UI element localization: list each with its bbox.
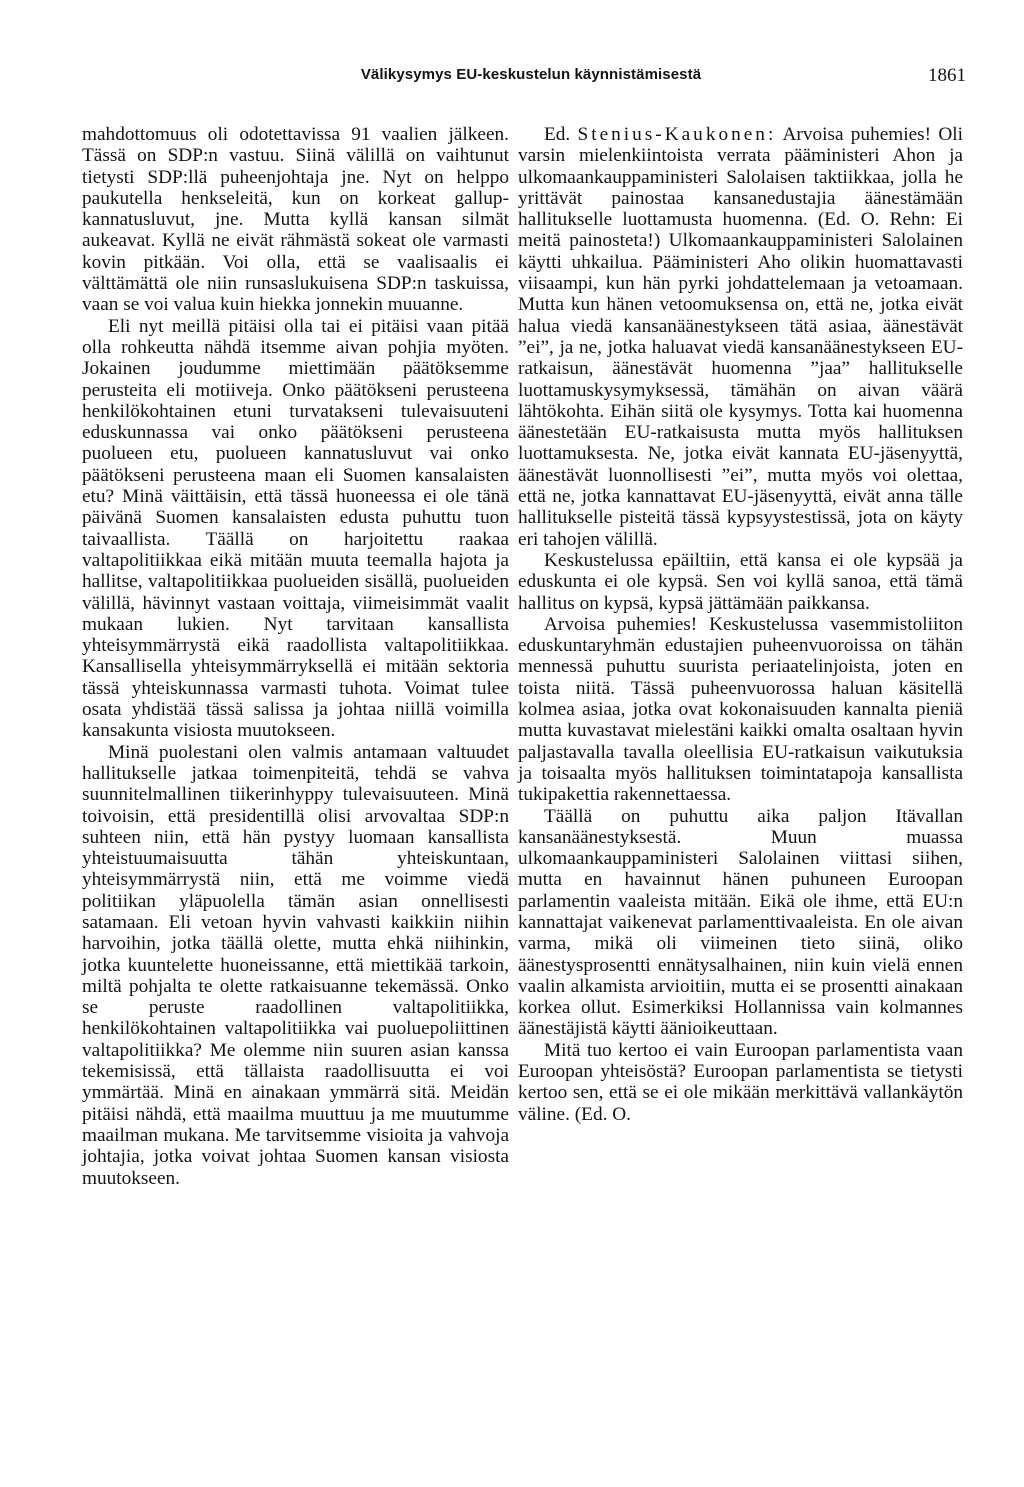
- left-column: [82, 124, 509, 1189]
- paragraph: mahdottomuus oli odotettavissa 91 vaalien jälkeen. Tässä on SDP:n vastuu. Siinä välillä on vaihtunut tietysti SDP:llä puheenjohtaja jne. Nyt on helppo paukutella henkseleitä, kun on korkeat gallup-kannatusluvut, jne. Mutta kyllä kansan silmät aukeavat. Kyllä ne eivät rähmästä sokeat ole varmasti kovin pitkään. Voi olla, että se vaalisaalis ei välttämättä ole niin runsaslukuisena SDP:n taskuissa, vaan se voi valua kuin hiekka jonnekin muuanne.: [82, 124, 509, 316]
- paragraph: Minä puolestani olen valmis antamaan valtuudet hallitukselle jatkaa toimenpiteitä, tehdä se vahva suunnitelmallinen tiikerinhyppy tulevaisuuteen. Minä toivoisin, että presidentillä olisi arvovaltaa SDP:n suhteen niin, että hän pystyy luomaan kansallista yhteistuumaisuutta tähän yhteiskuntaan, yhteisymmärrystä niin, että me voimme viedä politiikan yläpuolella tämän asian onnellisesti satamaan. Eli vetoan hyvin vahvasti kaikkiin niihin harvoihin, jotka täällä olette, mutta ehkä niihinkin, jotka kuuntelette huoneissanne, että miettikää tarkoin, miltä pohjalta te olette ratkaisuanne tekemässä. Onko se peruste raadollinen valtapolitiikka, henkilökohtainen valtapolitiikka vai puoluepoliittinen valtapolitiikka? Me olemme niin suuren asian kanssa tekemisissä, että tällaista raadollisuutta ei voi ymmärtää. Minä en ainakaan ymmärrä sitä. Meidän pitäisi nähdä, että maailma muuttuu ja me muutumme maailman mukana. Me tarvitsemme visioita ja vahvoja johtajia, jotka voivat johtaa Suomen kansan visiosta muutokseen.: [82, 741, 509, 1189]
- paragraph: Arvoisa puhemies! Keskustelussa vasemmistoliiton eduskuntaryhmän edustajien puheenvuoroissa on tähän mennessä puhuttu suurista periaatelinjoista, joten en toista niitä. Tässä puheenvuorossa haluan käsitellä kolmea asiaa, jotka ovat kokonaisuuden kannalta pieniä mutta kuvastavat mielestäni kaikki omalta osaltaan hyvin paljastavalla tavalla oleellisia EU-ratkaisun vaikutuksia ja toisaalta myös hallituksen toimintatapoja kansallista tukipakettia rakennettaessa.: [518, 613, 963, 806]
- running-title: Välikysymys EU-keskustelun käynnistämisestä: [360, 66, 702, 83]
- speech-opening-paragraph: [518, 124, 963, 550]
- speech-text: Arvoisa puhemies! Oli varsin mielenkiintoista verrata pääministeri Ahon ja ulkomaankauppaministeri Salolaisen taktiikkaa, jolla he yrittävät painostaa kansanedustajia äänestämään hallitukselle luottamusta huomenna. (Ed. O. Rehn: Ei meitä painosteta!) Ulkomaankauppaministeri Salolainen käytti uhkailua. Pääministeri Aho olikin huomattavasti viisaampi, kun hän pyrki johdattelemaan ja vetoamaan. Mutta kun hänen vetoomuksensa on, että ne, jotka eivät halua viedä kansanäänestykseen tätä asiaa, äänestävät ”ei”, ja ne, jotka haluavat viedä kansanäänestykseen EU-ratkaisun, äänestävät huomenna ”jaa” hallitukselle luottamuskysymyksessä, tämähän on aivan väärä lähtökohta. Eihän siitä ole kysymys. Totta kai huomenna äänestetään EU-ratkaisusta mutta myös hallituksen luottamuksesta. Ne, jotka eivät kannata EU-jäsenyyttä, äänestävät luonnollisesti ”ei”, mutta myös voi olettaa, että ne, jotka kannattavat EU-jäsenyyttä, eivät anna tälle hallitukselle pisteitä tässä kypsyystestissä, jota on käyty eri tahojen välillä.: [518, 124, 963, 550]
- speaker-name: Stenius-Kaukonen:: [577, 124, 777, 145]
- paragraph: Keskustelussa epäiltiin, että kansa ei ole kypsää ja eduskunta ei ole kypsä. Sen voi kyllä sanoa, että tämä hallitus on kypsä, kypsä jättämään paikkansa.: [518, 549, 963, 614]
- paragraph: Täällä on puhuttu aika paljon Itävallan kansanäänestyksestä. Muun muassa ulkomaankauppaministeri Salolainen viittasi siihen, mutta en havainnut hänen puhuneen Euroopan parlamentin vaaleista mitään. Eikä ole ihme, että EU:n kannattajat vaikenevat parlamenttivaaleista. En ole aivan varma, mikä oli viimeinen tieto siinä, oliko äänestysprosentti ennätysalhainen, niin kuin vielä ennen vaalin alkamista arvioitiin, mutta ei se prosentti ainakaan korkea ollut. Esimerkiksi Hollannissa vain kolmannes äänestäjistä käytti äänioikeuttaan.: [518, 805, 963, 1040]
- paragraph: Eli nyt meillä pitäisi olla tai ei pitäisi vaan pitää olla rohkeutta nähdä itsemme aivan pohjia myöten. Jokainen joudumme miettimään päätöksemme perusteita eli motiiveja. Onko päätökseni perusteena henkilökohtainen etuni turvatakseni tulevaisuuteni eduskunnassa vai onko päätökseni perusteena puolueen etu, puolueen kannatusluvut vai onko päätökseni perusteena maan eli Suomen kansalaisten etu? Minä väittäisin, että tässä huoneessa ei ole tänä päivänä Suomen kansalaisten edusta puhuttu tuon taivaallista. Täällä on harjoitettu raakaa valtapolitiikkaa eikä mitään muuta teemalla hajota ja hallitse, valtapolitiikkaa puolueiden sisällä, puolueiden välillä, hävinnyt vastaan voittaja, viimeisimmät vaalit mukaan lukien. Nyt tarvitaan kansallista yhteisymmärrystä eikä raadollista valtapolitiikkaa. Kansallisella yhteisymmärryksellä ei mitään sektoria tässä yhteiskunnassa varmasti tuhota. Voimat tulee osata yhdistää tässä salissa ja johtaa niillä voimilla kansakunta visiosta muutokseen.: [82, 315, 509, 742]
- page-header: [86, 66, 976, 90]
- paragraph: Mitä tuo kertoo ei vain Euroopan parlamentista vaan Euroopan yhteisöstä? Euroopan parlamentista se tietysti kertoo sen, että se ei ole mikään merkittävä vallankäytön väline. (Ed. O.: [518, 1039, 963, 1125]
- right-column: [518, 124, 963, 1125]
- page-number: 1861: [928, 65, 966, 86]
- speaker-prefix: Ed.: [544, 124, 571, 145]
